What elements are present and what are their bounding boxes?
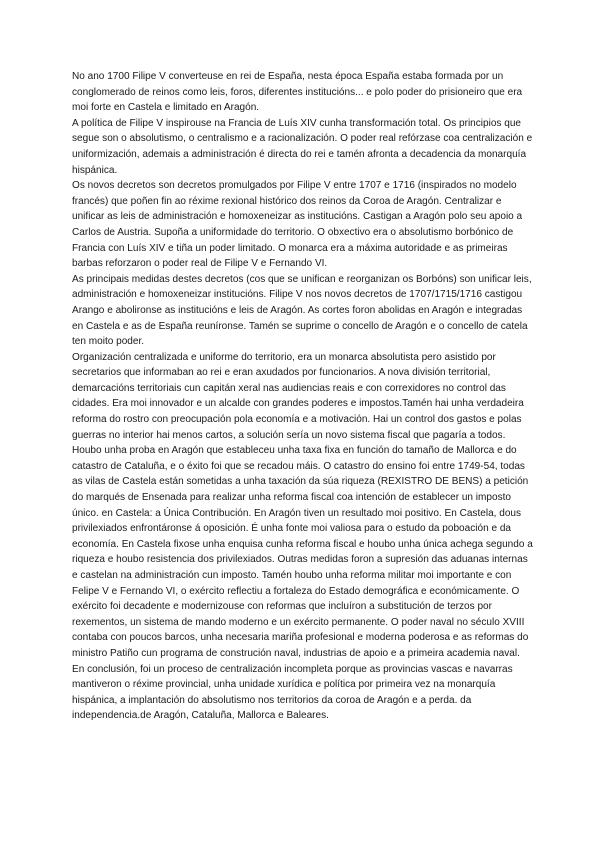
paragraph-policy: A política de Filipe V inspirouse na Francia de Luís XIV cunha transformación total. Os principios que segue son o absolutismo, o centralismo e a racionalización. O poder real refórzase coa centralización e uniformización, ademais a administración é directa do rei e tamén afronta a decadencia da monarquía hispánica. xyxy=(72,117,533,176)
paragraph-intro: No ano 1700 Filipe V converteuse en rei de España, nesta época España estaba formada por un conglomerado de reinos como leis, foros, diferentes institucións... e polo poder do prisioneiro que era moi forte en Castela e limitado en Aragón. xyxy=(72,71,523,114)
paragraph-main-measures: As principais medidas destes decretos (cos que se unifican e reorganizan os Borbóns) son unificar leis, administración e homoxeneizar institucións. Filipe V nos novos decretos de 1707/1715/1716 castigou Arango e abolironse as institucións e leis de Aragón. As cortes foron abolidas en Aragón e integradas en Castela e as de España reuníronse. Tamén se suprime o concello de Aragón e o concello de catela ten moito poder. xyxy=(72,273,532,348)
document-body xyxy=(72,69,535,724)
paragraph-conclusion: En conclusión, foi un proceso de centralización incompleta porque as provincias vascas e navarras mantiveron o réxime provincial, unha unidade xurídica e política por primeira vez na monarquía hispánica, a implantación do absolutismo nos territorios da coroa de Aragón e a perda. da independencia.de Aragón, Cataluña, Mallorca e Baleares. xyxy=(72,663,513,722)
paragraph-organization: Organización centralizada e uniforme do territorio, era un monarca absolutista pero asistido por secretarios que informaban ao rei e eran axudados por funcionarios. A nova división territorial, demarcacións territoriais cun capitán xeral nas audiencias reais e con correxidores no control das cidades. Era moi innovador e un alcalde con grandes poderes e impostos.Tamén hai unha verdadeira reforma do rostro con preocupación pola economía e a motivación. Hai un control dos gastos e polas guerras no interior hai menos cartos, a solución sería un novo sistema fiscal que pagaría a todos. Houbo unha proba en Aragón que estableceu unha taxa fixa en función do tamaño de Mallorca e do catastro de Cataluña, e o éxito foi que se recadou máis. O catastro do ensino foi entre 1749-54, todas as vilas de Castela están sometidas a unha taxación da súa riqueza (REXISTRO DE BENS) a petición do marqués de Ensenada para realizar unha reforma fiscal coa intención de establecer un imposto único. en Castela: a Única Contribución. En Aragón tiven un resultado moi positivo. En Castela, dous privilexiados enfrontáronse á oposición. É unha fonte moi valiosa para o estudo da poboación e da economía. En Castela fixose unha enquisa cunha reforma fiscal e houbo unha única achega segundo a riqueza e houbo resistencia dos privilexiados. Outras medidas foron a supresión das aduanas internas e castelan na administración cun imposto. Tamén houbo unha reforma militar moi importante e con Felipe V e Fernando VI, o exército reflectiu a fortaleza do Estado demográfica e económicamente. O exército foi decadente e modernizouse con reformas que incluíron a substitución de terzos por rexementos, un sistema de mando moderno e un exército permanente. O poder naval no século XVIII contaba con poucos barcos, unha necesaria mariña profesional e moderna poderosa e as reformas do ministro Patiño cun programa de construción naval, industrias de apoio e a primeira academia naval. xyxy=(72,351,533,659)
paragraph-new-decrees: Os novos decretos son decretos promulgados por Filipe V entre 1707 e 1716 (inspirados no modelo francés) que poñen fin ao réxime rexional histórico dos reinos da Coroa de Aragón. Centralizar e unificar as leis de administración e homoxeneizar as institucións. Castigan a Aragón polo seu apoio a Carlos de Austria. Supoña a uniformidade do territorio. O obxectivo era o absolutismo borbónico de Francia con Luís XIV e tiña un poder limitado. O monarca era a máxima autoridade e as primeiras barbas reforzaron o poder real de Filipe V e Fernando VI. xyxy=(72,180,523,270)
